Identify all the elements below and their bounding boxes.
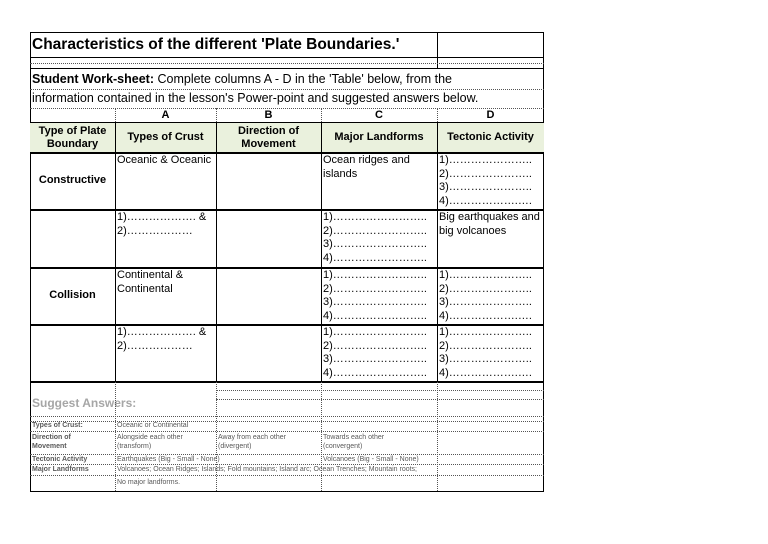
suggest-label-landforms: Major Landforms: [32, 466, 89, 473]
suggest-types-of-crust: Oceanic or Continental: [117, 422, 189, 429]
row4-landforms: 1)…………………….. 2)…………………….. 3)…………………….. 4)……………………..: [323, 326, 427, 380]
header-direction-of-movement: Direction of Movement: [237, 124, 300, 150]
column-letter-c: C: [375, 109, 383, 121]
instructions-line-1: [32, 70, 542, 89]
row-type-constructive: Constructive: [38, 174, 107, 186]
header-type-of-plate-boundary: Type of Plate Boundary: [38, 124, 107, 150]
instructions-label: Student Work-sheet:: [32, 72, 154, 86]
header-types-of-crust: Types of Crust: [127, 131, 204, 143]
suggest-tectonic-earthquakes: Earthquakes (Big - Small - None): [117, 456, 220, 463]
instructions-line-2: information contained in the lesson's Power-point and suggested answers below.: [32, 91, 479, 105]
suggest-label-types-of-crust: Types of Crust:: [32, 422, 83, 429]
suggest-answers-title: Suggest Answers:: [32, 396, 137, 410]
suggest-direction-transform: Alongside each other (transform): [117, 434, 183, 450]
suggest-landforms: Volcanoes; Ocean Ridges; Islands; Fold mountains; Island arc; Ocean Trenches; Mountain roots;: [117, 466, 417, 473]
row1-landforms: Ocean ridges and islands: [323, 154, 410, 180]
worksheet-title: Characteristics of the different 'Plate Boundaries.': [32, 36, 400, 53]
header-major-landforms: Major Landforms: [334, 131, 424, 143]
column-letter-a: A: [161, 109, 170, 121]
row2-landforms: 1)…………………….. 2)…………………….. 3)…………………….. 4)……………………..: [323, 211, 427, 265]
row2-crust: 1)………………. & 2)………………: [117, 211, 207, 237]
header-tectonic-activity: Tectonic Activity: [447, 131, 534, 143]
row4-crust: 1)………………. & 2)………………: [117, 326, 207, 352]
column-letter-d: D: [486, 109, 495, 121]
suggest-tectonic-volcanoes: Volcanoes (Big - Small - None): [323, 456, 419, 463]
row1-activity: 1)………………….. 2)………………….. 3)………………….. 4)……………….….: [439, 154, 532, 208]
row4-activity: 1)………………….. 2)………………….. 3)………………….. 4)……………….….: [439, 326, 532, 380]
row3-landforms: 1)…………………….. 2)…………………….. 3)…………………….. 4)……………………..: [323, 269, 427, 323]
row2-activity: Big earthquakes and big volcanoes: [439, 211, 540, 237]
row3-direction: [216, 268, 321, 270]
row1-direction: [216, 153, 321, 155]
instructions-text: Complete columns A - D in the 'Table' below, from the: [154, 72, 452, 86]
row3-activity: 1)………………….. 2)………………….. 3)………………….. 4)……………….….: [439, 269, 532, 323]
suggest-landforms-none: No major landforms.: [117, 479, 181, 486]
row3-crust: Continental & Continental: [117, 269, 184, 295]
row2-direction: [216, 210, 321, 212]
suggest-direction-convergent: Towards each other (convergent): [323, 434, 385, 450]
row4-direction: [216, 325, 321, 327]
column-letter-b: B: [264, 109, 273, 121]
row-type-collision: Collision: [49, 289, 96, 301]
suggest-label-tectonic: Tectonic Activity: [32, 456, 88, 463]
row1-crust: Oceanic & Oceanic: [117, 154, 212, 166]
suggest-direction-divergent: Away from each other (divergent): [218, 434, 286, 450]
suggest-label-direction: Direction of Movement: [32, 434, 71, 450]
worksheet: [30, 32, 544, 491]
